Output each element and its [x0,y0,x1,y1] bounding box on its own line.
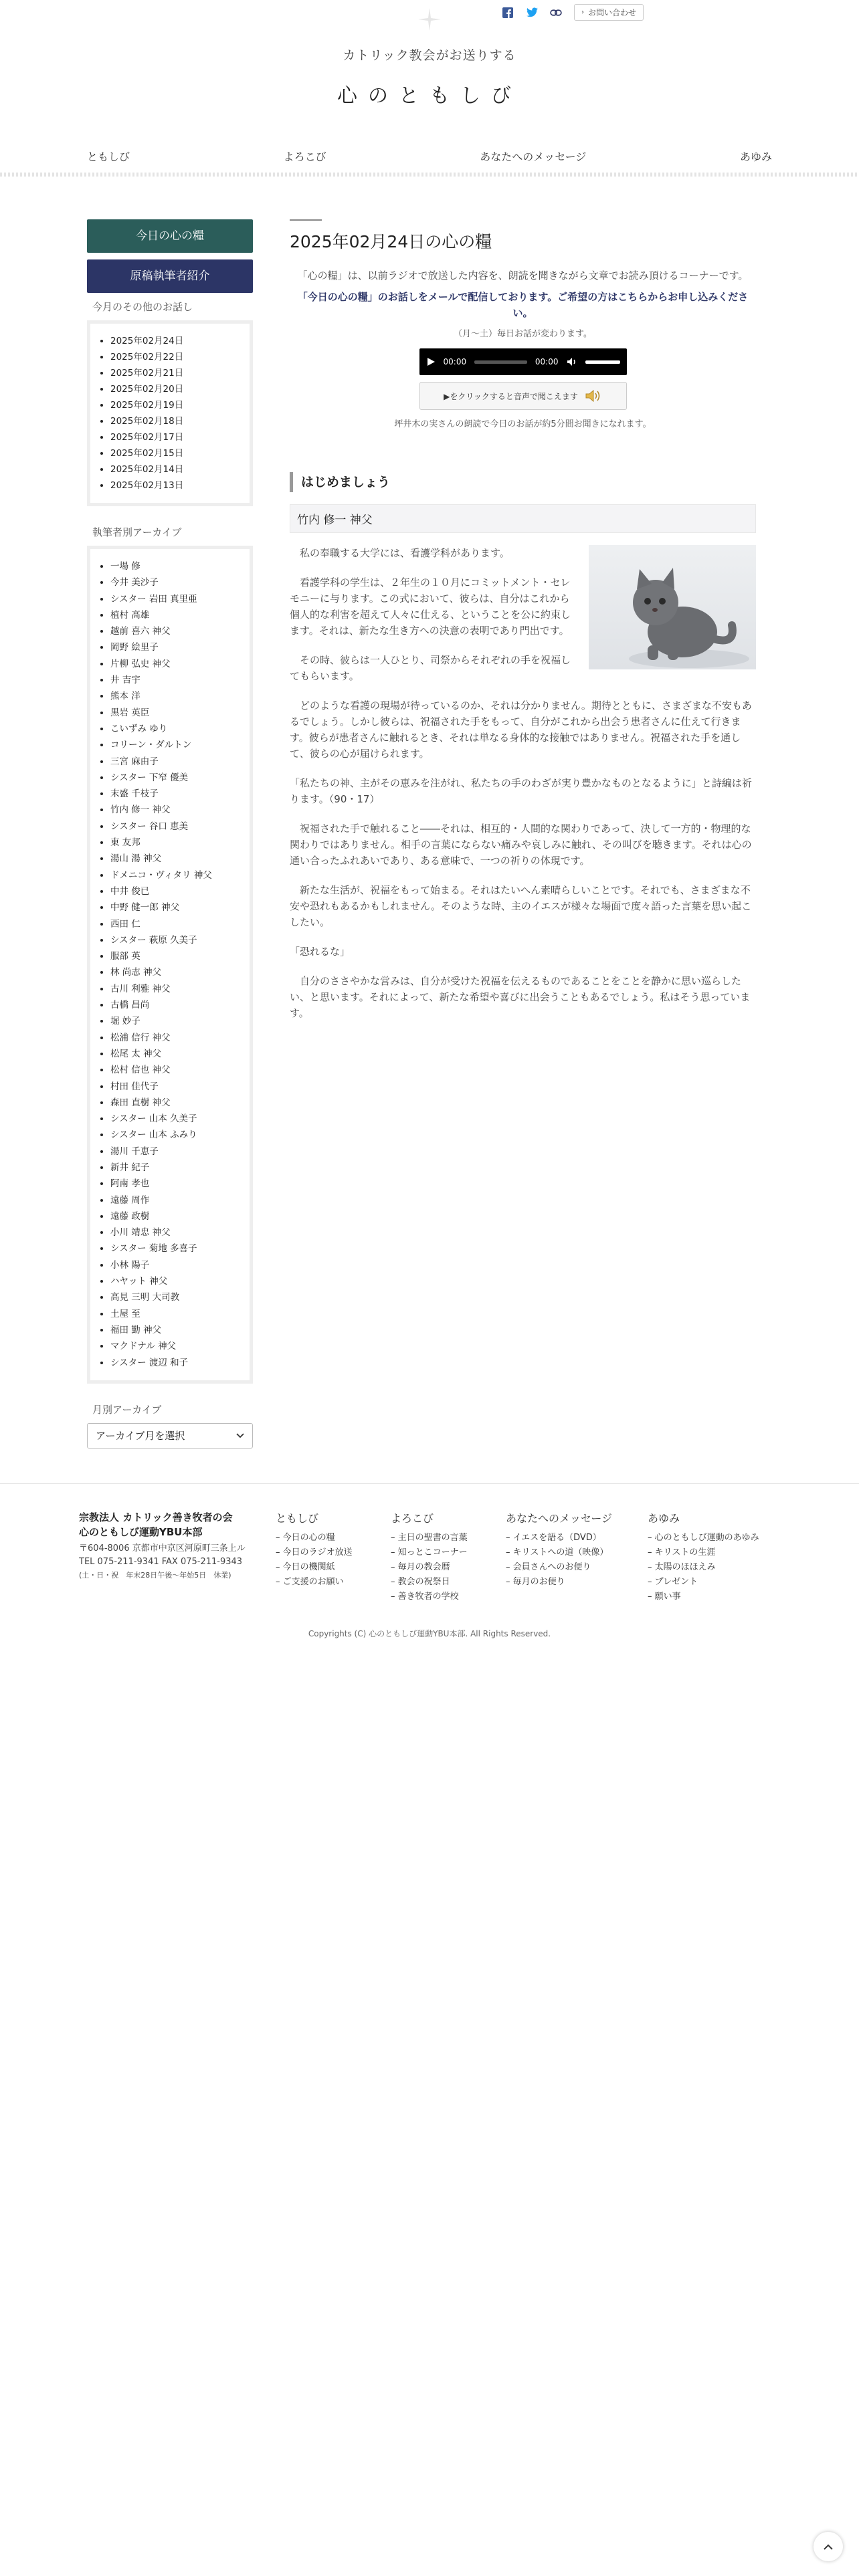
dash-marker: – [276,1562,283,1572]
writer-link[interactable]: • シスター 渡辺 和子 [110,1355,250,1371]
footer-link-label: キリストへの道（映像） [512,1547,609,1558]
article-paragraph: 「私たちの神、主がその恵みを注がれ、私たちの手のわざが実り豊かなものとなるように」と詩編は祈ります。（90・17） [290,777,752,805]
date-link[interactable]: • 2025年02月24日 [110,333,250,349]
footer-link-label: 教会の祝祭日 [397,1577,450,1587]
footer-link[interactable] [276,1560,353,1575]
dash-marker: – [506,1562,513,1572]
footer-link[interactable] [276,1545,353,1560]
org-hours: (土・日・祝 年末28日午後〜年始5日 休業) [79,1571,231,1580]
writer-link[interactable]: • 中野 健一郎 神父 [110,899,250,916]
back-to-top-button[interactable] [814,2532,843,2561]
org-name: 宗教法人 カトリック善き牧者の会 [79,1511,233,1523]
date-link[interactable]: • 2025年02月21日 [110,365,250,381]
footer-link[interactable] [648,1531,759,1545]
article-paragraph: 新たな生活が、祝福をもって始まる。それはたいへん素晴らしいことです。それでも、さまざまな不安や恐れもあるかもしれません。そのような時、主のイエスが様々な場面で度々語った言葉を思い起こしたい。 [290,884,752,928]
date-link[interactable]: • 2025年02月22日 [110,349,250,365]
contact-label: お問い合わせ [588,8,637,17]
writer-link[interactable]: • 黒岩 英臣 [110,705,250,721]
footer-link-label: イエスを語る（DVD） [512,1533,601,1543]
writer-archive-heading: 執筆者別アーカイブ [92,526,182,538]
volume-slider[interactable] [585,360,620,364]
dash-marker: – [648,1562,655,1572]
footer-col-head[interactable]: ともしび [276,1512,319,1525]
footer-link[interactable] [506,1531,612,1545]
nav-divider [0,173,859,177]
footer-link-label: キリストの生涯 [654,1547,716,1558]
site-tagline: カトリック教会がお送りする [343,48,516,63]
facebook-icon[interactable] [502,7,514,19]
section-heading: はじめましょう [290,472,756,492]
writer-link[interactable]: • 高見 三明 大司教 [110,1289,250,1305]
writer-link[interactable]: • 遠藤 周作 [110,1192,250,1208]
play-icon[interactable] [426,357,436,366]
dash-marker: – [648,1547,655,1558]
nav-item-yorokobi[interactable]: よろこび [283,150,326,163]
footer-link[interactable] [391,1575,468,1590]
dash-marker: – [506,1577,513,1587]
writer-link[interactable]: • 西田 仁 [110,916,250,932]
article-paragraph: 私の奉職する大学には、看護学科があります。 [300,547,510,559]
site-title[interactable]: 心のともしび [337,84,522,108]
dash-marker: – [506,1547,513,1558]
writer-link[interactable]: • 越前 喜六 神父 [110,623,250,639]
writer-link[interactable]: • シスター 菊地 多喜子 [110,1241,250,1257]
date-link[interactable]: • 2025年02月19日 [110,397,250,413]
writer-link[interactable]: • 松浦 信行 神父 [110,1030,250,1046]
writer-link[interactable]: • シスター 山本 久美子 [110,1111,250,1127]
dash-marker: – [391,1547,398,1558]
audio-player [419,348,627,375]
footer-org [79,1510,253,1582]
star-logo-icon [418,8,441,31]
writer-link[interactable]: • ハヤット 神父 [110,1273,250,1289]
writer-link[interactable]: • 小川 靖忠 神父 [110,1224,250,1241]
daily-note: （月～土）毎日お話が変わります。 [454,329,592,339]
writers-intro-button[interactable]: 原稿執筆者紹介 [87,259,253,293]
other-stories-heading: 今月のその他のお話し [92,301,193,313]
footer-link-label: 毎月のお便り [512,1577,565,1587]
volume-icon[interactable] [567,357,577,366]
player-progress[interactable] [474,360,527,364]
footer-link-label: ご支援のお願い [282,1577,344,1587]
footer-link[interactable] [648,1560,759,1575]
writer-link[interactable]: • 竹内 修一 神父 [110,802,250,818]
link-icon[interactable] [550,7,562,19]
footer-link[interactable] [648,1575,759,1590]
chevron-right-icon: › [581,9,584,16]
player-total-time: 00:00 [535,357,559,366]
article-body [290,545,756,1021]
writer-link[interactable]: • 村田 佳代子 [110,1079,250,1095]
kitten-image [589,545,756,669]
org-tel: TEL 075-211-9341 FAX 075-211-9343 [79,1557,243,1567]
writer-link[interactable]: • マクドナル 神父 [110,1338,250,1354]
footer-link[interactable] [648,1590,759,1604]
monthly-archive-select[interactable] [87,1423,253,1448]
dash-marker: – [391,1533,398,1543]
footer-link[interactable] [276,1575,353,1590]
audio-button-label: ▶をクリックすると音声で聞こえます [444,391,578,401]
date-link[interactable]: • 2025年02月18日 [110,413,250,429]
writer-link[interactable]: • シスター 下窄 優美 [110,770,250,786]
date-link[interactable]: • 2025年02月14日 [110,461,250,477]
footer-link-label: 願い事 [654,1592,681,1602]
writer-link[interactable]: • シスター 岩田 真里亜 [110,591,250,607]
footer-col-head[interactable]: よろこび [391,1512,434,1525]
footer-link[interactable] [506,1545,612,1560]
date-link[interactable]: • 2025年02月17日 [110,429,250,445]
date-list [87,320,253,506]
writer-link[interactable]: • こいずみ ゆり [110,721,250,737]
footer-col-head[interactable]: あゆみ [648,1512,680,1525]
dash-marker: – [276,1547,283,1558]
date-link[interactable]: • 2025年02月20日 [110,381,250,397]
writer-link[interactable]: • シスター 萩原 久美子 [110,932,250,948]
mail-signup-link[interactable]: 「今日の心の糧」のお話しをメールで配信しております。ご希望の方はこちらからお申し込みください。 [297,291,749,319]
writer-link[interactable]: • ドメニコ・ヴィタリ 神父 [110,867,250,883]
writer-link[interactable]: • 熊本 洋 [110,688,250,704]
org-name-sub: 心のともしび運動YBU本部 [79,1526,203,1538]
article-paragraph: 祝福された手で触れること――それは、相互的・人間的な関わりであって、決して一方的・物理的な関わりではありません。相手の言葉にならない痛みや哀しみに触れ、その叫びを聴きます。それは心の通い合ったふれあいであり、ある意味で、一つの祈りの体現です。 [290,823,752,867]
writer-link[interactable]: • 遠藤 政樹 [110,1208,250,1224]
writer-link[interactable]: • 植村 高雄 [110,607,250,623]
today-kokoro-button[interactable]: 今日の心の糧 [87,219,253,253]
speaker-icon [585,389,602,403]
footer-col-head[interactable]: あなたへのメッセージ [506,1512,613,1525]
reader-note: 坪井木の実さんの朗読で今日のお話が約5分間お聞きになれます。 [394,419,652,429]
writer-link[interactable]: • 古橋 昌尚 [110,997,250,1013]
writer-link[interactable]: • 東 友邦 [110,835,250,851]
writer-link[interactable]: • 一場 修 [110,558,250,574]
dash-marker: – [391,1562,398,1572]
article-paragraph: 看護学科の学生は、２年生の１０月にコミットメント・セレモニーに与ります。この式において、彼らは、自分はこれから個人的な利害を超えて人々に仕える、ということを公に約束します。それは、新たな生き方への決意の表明であり門出です。 [290,576,571,637]
writer-list [87,546,253,1384]
contact-button[interactable] [574,4,644,21]
footer-link[interactable] [276,1531,353,1545]
writer-link[interactable]: • 阿南 孝也 [110,1176,250,1192]
writer-link[interactable]: • 中井 俊已 [110,883,250,899]
writer-link[interactable]: • 末盛 千枝子 [110,786,250,802]
writer-link[interactable]: • 岡野 絵里子 [110,639,250,655]
nav-item-message[interactable]: あなたへのメッセージ [480,150,587,163]
writer-link[interactable]: • 新井 紀子 [110,1160,250,1176]
sidebar [87,219,253,1448]
article-paragraph: 自分のささやかな営みは、自分が受けた祝福を伝えるものであることをことを静かに思い巡らしたい、と思います。それによって、新たな希望や喜びに出会うこともあるでしょう。私はそう思っています。 [290,975,751,1019]
writer-link[interactable]: • 井 吉宇 [110,672,250,688]
global-nav [87,148,772,164]
dash-marker: – [276,1577,283,1587]
nav-item-ayumi[interactable]: あゆみ [739,150,772,163]
footer-link-label: 知っとこコーナー [397,1547,468,1558]
footer-link[interactable] [506,1560,612,1575]
monthly-select-value: アーカイブ月を選択 [96,1430,185,1442]
dash-marker: – [506,1533,513,1543]
writer-link[interactable]: • 堀 妙子 [110,1013,250,1029]
footer-divider [0,1483,859,1484]
footer-link-label: 今日の機関紙 [282,1562,335,1572]
writer-link[interactable]: • シスター 谷口 恵美 [110,819,250,835]
player-current-time: 00:00 [443,357,467,366]
author-name: 竹内 修一 神父 [290,504,756,533]
dash-marker: – [391,1592,398,1602]
article-paragraph: 「恐れるな」 [290,946,351,958]
footer-col-tomoshibi [276,1510,353,1590]
footer-link-label: 太陽のほほえみ [654,1562,716,1572]
footer-link-label: 今日の心の糧 [282,1533,335,1543]
header-topbar [502,4,644,21]
writer-link[interactable]: • コリーン・ダルトン [110,737,250,753]
footer-col-message [506,1510,612,1590]
dash-marker: – [276,1533,283,1543]
nav-item-tomoshibi[interactable]: ともしび [87,150,130,163]
writer-link[interactable]: • 小林 陽子 [110,1257,250,1273]
writer-link[interactable]: • 今井 美沙子 [110,574,250,591]
footer-link-label: 今日のラジオ放送 [282,1547,353,1558]
intro-text: 「心の糧」は、以前ラジオで放送した内容を、朗読を聞きながら文章でお読み頂けるコーナーです。 [297,270,749,282]
footer-link-label: 主日の聖書の言葉 [397,1533,468,1543]
monthly-archive-heading: 月別アーカイブ [92,1403,162,1416]
dash-marker: – [648,1592,655,1602]
footer-col-ayumi [648,1510,759,1604]
footer-link-label: プレゼント [654,1577,698,1587]
footer-link[interactable] [391,1590,468,1604]
main-content [290,219,756,1035]
footer-link[interactable] [648,1545,759,1560]
dash-marker: – [648,1533,655,1543]
twitter-icon[interactable] [526,7,538,19]
writer-link[interactable]: • 松村 信也 神父 [110,1062,250,1078]
article-paragraph: その時、彼らは一人ひとり、司祭からそれぞれの手を祝福してもらいます。 [290,654,571,682]
writer-link[interactable]: • 福田 勤 神父 [110,1322,250,1338]
writer-link[interactable]: • 三宮 麻由子 [110,754,250,770]
listen-audio-button[interactable] [419,382,627,410]
footer-link-label: 心のともしび運動のあゆみ [654,1533,759,1543]
title-rule [290,219,322,221]
footer-link-label: 毎月の教会暦 [397,1562,450,1572]
footer-link-label: 善き牧者の学校 [397,1592,459,1602]
article-paragraph: どのような看護の現場が待っているのか、それは分かりません。期待とともに、さまざまな不安もあるでしょう。しかし彼らは、祝福された手をもって、自分がこれから出会う患者さんに仕えて行きます。彼らが患者さんに触れるとき、それは単なる身体的な接触ではありません。祝福された手を通して、彼らの心が届けられます。 [290,700,752,760]
writer-link[interactable]: • シスター 山本 ふみり [110,1127,250,1143]
writer-link[interactable]: • 服部 英 [110,948,250,964]
footer-link[interactable] [506,1575,612,1590]
chevron-down-icon [236,1433,244,1438]
writer-link[interactable]: • 森田 直樹 神父 [110,1095,250,1111]
footer-link-label: 会員さんへのお便り [512,1562,591,1572]
date-link[interactable]: • 2025年02月15日 [110,445,250,461]
date-link[interactable]: • 2025年02月13日 [110,477,250,494]
page-title: 2025年02月24日の心の糧 [290,232,492,251]
writer-link[interactable]: • 松尾 太 神父 [110,1046,250,1062]
writer-link[interactable]: • 土屋 至 [110,1306,250,1322]
writer-link[interactable]: • 林 尚志 神父 [110,964,250,980]
footer-link[interactable] [391,1531,468,1545]
writer-link[interactable]: • 湯川 千恵子 [110,1144,250,1160]
copyright: Copyrights (C) 心のともしび運動YBU本部. All Rights Reserved. [308,1629,551,1638]
chevron-up-icon [824,2544,833,2550]
org-address: 〒604-8006 京都市中京区河原町三条上ル [79,1543,246,1553]
dash-marker: – [391,1577,398,1587]
writer-link[interactable]: • 古川 利雅 神父 [110,981,250,997]
footer-link[interactable] [391,1560,468,1575]
writer-link[interactable]: • 湯山 湯 神父 [110,851,250,867]
footer-col-yorokobi [391,1510,468,1604]
footer-link[interactable] [391,1545,468,1560]
writer-link[interactable]: • 片柳 弘史 神父 [110,656,250,672]
dash-marker: – [648,1577,655,1587]
